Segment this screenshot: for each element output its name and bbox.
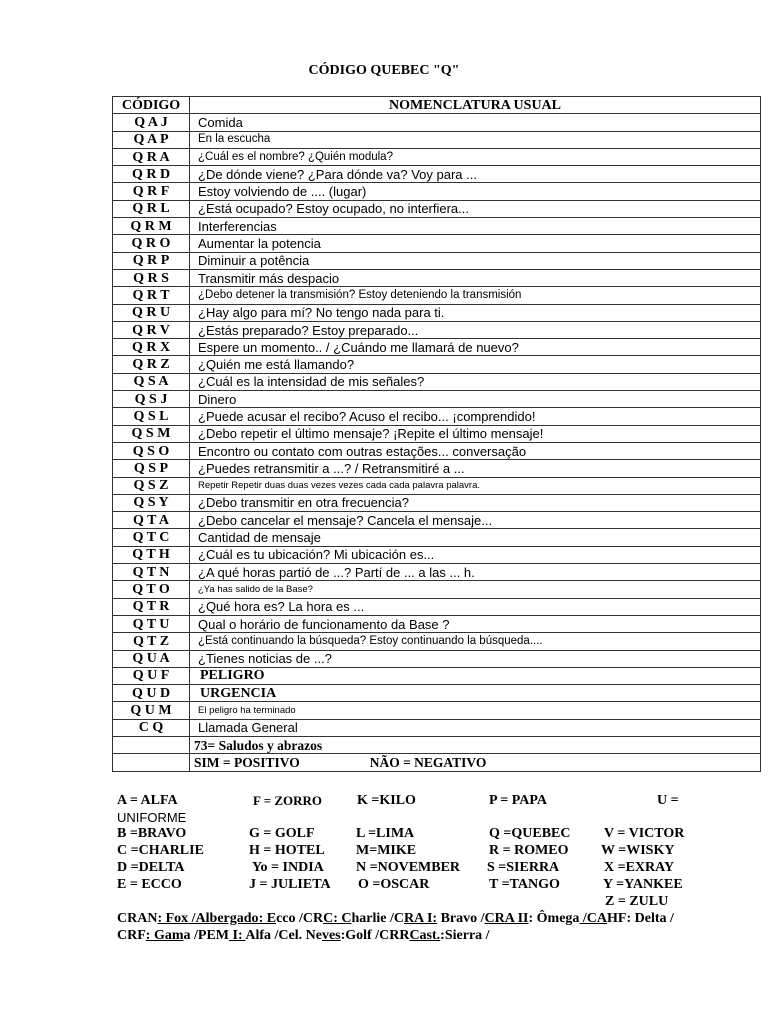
header-codigo: CÓDIGO	[113, 97, 190, 114]
alpha-u-uniforme: UNIFORME	[117, 810, 187, 825]
unit-seg: cco /CR	[276, 911, 324, 926]
alpha-s: S =SIERRA	[487, 860, 560, 875]
alpha-o: O =OSCAR	[358, 877, 430, 892]
table-header-row	[113, 97, 761, 114]
q-meaning-cell: ¿De dónde viene? ¿Para dónde va? Voy para ...	[190, 166, 761, 183]
alpha-m: M=MIKE	[356, 843, 417, 858]
unit-seg: HF: Delta /	[607, 911, 674, 926]
q-code-cell: Q R M	[113, 218, 190, 235]
q-meaning-cell: ¿Qué hora es? La hora es ...	[190, 598, 761, 615]
unit-seg: : E	[258, 911, 277, 926]
q-meaning-cell: ¿Está ocupado? Estoy ocupado, no interfiera...	[190, 200, 761, 217]
alpha-n: N =NOVEMBER	[356, 860, 461, 875]
table-row	[113, 736, 761, 753]
table-row	[113, 218, 761, 235]
q-meaning-cell: Qual o horário de funcionamento da Base ?	[190, 615, 761, 632]
unit-seg: ves	[321, 928, 341, 943]
q-meaning-cell: ¿Ya has salido de la Base?	[190, 581, 761, 598]
q-meaning-cell: El peligro ha terminado	[190, 702, 761, 719]
alpha-y: Y =YANKEE	[603, 877, 683, 892]
table-row	[113, 287, 761, 304]
alpha-t: T =TANGO	[489, 877, 560, 892]
q-code-cell: Q U M	[113, 702, 190, 719]
units-line-2	[117, 928, 490, 944]
q-meaning-cell: ¿Debo detener la transmisión? Estoy deteniendo la transmisión	[190, 287, 761, 304]
q-code-cell: Q S Z	[113, 477, 190, 494]
q-meaning-cell: ¿Quién me está llamando?	[190, 356, 761, 373]
alpha-h: H = HOTEL	[249, 843, 325, 858]
q-code-cell: Q S O	[113, 442, 190, 459]
table-row	[113, 702, 761, 719]
alpha-x: X =EXRAY	[604, 860, 675, 875]
q-meaning-cell: ¿Cuál es la intensidad de mis señales?	[190, 373, 761, 390]
q-meaning-cell: ¿A qué horas partió de ...? Partí de ... a las ... h.	[190, 564, 761, 581]
q-code-cell: Q A J	[113, 114, 190, 131]
unit-seg: a /PEM	[183, 928, 229, 943]
q-meaning-cell: Aumentar la potencia	[190, 235, 761, 252]
q-meaning-cell	[190, 754, 761, 771]
unit-seg: CRAN	[117, 911, 158, 926]
table-row	[113, 546, 761, 563]
table-row	[113, 200, 761, 217]
table-row	[113, 114, 761, 131]
table-row	[113, 304, 761, 321]
table-row	[113, 633, 761, 650]
table-row	[113, 321, 761, 338]
table-row	[113, 408, 761, 425]
q-meaning-cell: ¿Está continuando la búsqueda? Estoy continuando la búsqueda....	[190, 633, 761, 650]
unit-seg: /CA	[579, 911, 608, 926]
q-meaning-cell: ¿Debo cancelar el mensaje? Cancela el mensaje...	[190, 512, 761, 529]
q-code-cell: Q R A	[113, 148, 190, 165]
table-row	[113, 667, 761, 684]
alpha-l: L =LIMA	[356, 826, 415, 841]
q-meaning-cell: ¿Cuál es el nombre? ¿Quién modula?	[190, 148, 761, 165]
units-line-1	[117, 911, 674, 927]
q-code-cell: Q R P	[113, 252, 190, 269]
q-code-cell: Q S Y	[113, 494, 190, 511]
q-meaning-cell: ¿Estás preparado? Estoy preparado...	[190, 321, 761, 338]
alpha-w: W =WISKY	[601, 843, 675, 858]
q-meaning-cell: ¿Debo transmitir en otra frecuencia?	[190, 494, 761, 511]
alpha-j: J = JULIETA	[249, 877, 331, 892]
q-code-cell: Q R S	[113, 269, 190, 286]
table-row	[113, 581, 761, 598]
table-row	[113, 685, 761, 702]
q-code-cell: Q A P	[113, 131, 190, 148]
q-code-cell: Q T O	[113, 581, 190, 598]
alpha-p: P = PAPA	[489, 793, 548, 808]
unit-seg: CRF	[117, 928, 146, 943]
table-row	[113, 166, 761, 183]
unit-seg: :Golf /CRR	[340, 928, 410, 943]
q-code-cell: Q R T	[113, 287, 190, 304]
q-meaning-cell: ¿Tienes noticias de ...?	[190, 650, 761, 667]
q-meaning-cell: Dinero	[190, 391, 761, 408]
alpha-f: F = ZORRO	[253, 793, 323, 808]
q-code-cell: Q U A	[113, 650, 190, 667]
alpha-q: Q =QUEBEC	[489, 826, 571, 841]
q-meaning-cell: Llamada General	[190, 719, 761, 736]
table-row	[113, 391, 761, 408]
q-code-cell: Q S M	[113, 425, 190, 442]
q-meaning-cell: ¿Debo repetir el último mensaje? ¡Repite el último mensaje!	[190, 425, 761, 442]
alpha-g: G = GOLF	[249, 826, 315, 841]
q-code-cell: Q R D	[113, 166, 190, 183]
table-row	[113, 494, 761, 511]
q-code-cell: Q R F	[113, 183, 190, 200]
alpha-z: Z = ZULU	[605, 894, 669, 909]
q-code-cell: Q T N	[113, 564, 190, 581]
q-meaning-cell: ¿Puede acusar el recibo? Acuso el recibo... ¡comprendido!	[190, 408, 761, 425]
alpha-a: A = ALFA	[117, 793, 178, 808]
unit-seg: /Albergado	[188, 911, 259, 926]
q-code-cell: Q S L	[113, 408, 190, 425]
table-row	[113, 235, 761, 252]
alpha-e: E = ECCO	[117, 877, 182, 892]
table-row	[113, 564, 761, 581]
alpha-c: C =CHARLIE	[117, 843, 204, 858]
q-meaning-cell: ¿Cuál es tu ubicación? Mi ubicación es...	[190, 546, 761, 563]
q-code-cell: C Q	[113, 719, 190, 736]
page-title: CÓDIGO QUEBEC "Q"	[308, 63, 460, 78]
q-meaning-cell: Cantidad de mensaje	[190, 529, 761, 546]
q-code-cell: Q T R	[113, 598, 190, 615]
q-meaning-cell: PELIGRO	[190, 667, 761, 684]
q-code-cell: Q T H	[113, 546, 190, 563]
unit-seg: harlie /C	[351, 911, 404, 926]
table-row	[113, 131, 761, 148]
unit-seg: I:	[229, 928, 246, 943]
table-row	[113, 477, 761, 494]
alpha-i: Yo = INDIA	[252, 860, 324, 875]
negativo-label: NÃO = NEGATIVO	[369, 754, 487, 770]
unit-seg: : Fox	[157, 911, 189, 926]
table-row	[113, 615, 761, 632]
table-row	[113, 754, 761, 771]
table-row	[113, 356, 761, 373]
header-nomenclatura: NOMENCLATURA USUAL	[190, 97, 761, 114]
q-code-cell: Q S A	[113, 373, 190, 390]
q-code-cell: Q U D	[113, 685, 190, 702]
q-meaning-cell: ¿Puedes retransmitir a ...? / Retransmitiré a ...	[190, 460, 761, 477]
q-meaning-cell: Estoy volviendo de .... (lugar)	[190, 183, 761, 200]
table-row	[113, 339, 761, 356]
table-row	[113, 269, 761, 286]
q-code-cell: Q R Z	[113, 356, 190, 373]
alpha-u: U =	[657, 793, 679, 808]
q-code-cell	[113, 754, 190, 771]
unit-seg: Bravo /	[437, 911, 485, 926]
q-code-cell: Q T Z	[113, 633, 190, 650]
table-row	[113, 442, 761, 459]
unit-seg: :Sierra /	[440, 928, 490, 943]
q-code-cell: Q R O	[113, 235, 190, 252]
q-meaning-cell: URGENCIA	[190, 685, 761, 702]
unit-seg: C: C	[323, 911, 352, 926]
table-row	[113, 252, 761, 269]
table-row	[113, 425, 761, 442]
unit-seg: RA I:	[404, 911, 438, 926]
unit-seg: Cast.	[409, 928, 441, 943]
q-code-cell: Q S J	[113, 391, 190, 408]
table-row	[113, 719, 761, 736]
q-code-table	[112, 96, 761, 772]
q-meaning-cell: Encontro ou contato com outras estações... conversação	[190, 442, 761, 459]
table-row	[113, 373, 761, 390]
q-code-cell: Q R V	[113, 321, 190, 338]
q-code-cell: Q T A	[113, 512, 190, 529]
q-meaning-cell: Diminuir a potência	[190, 252, 761, 269]
positivo-label: SIM = POSITIVO	[194, 754, 300, 770]
q-meaning-cell: Espere un momento.. / ¿Cuándo me llamará de nuevo?	[190, 339, 761, 356]
q-meaning-cell: Comida	[190, 114, 761, 131]
table-row	[113, 529, 761, 546]
unit-seg: : Gam	[145, 928, 184, 943]
q-code-cell: Q R X	[113, 339, 190, 356]
q-meaning-cell: 73= Saludos y abrazos	[190, 736, 761, 753]
alpha-v: V = VICTOR	[604, 826, 685, 841]
q-code-cell: Q R L	[113, 200, 190, 217]
table-row	[113, 460, 761, 477]
unit-seg: Alfa /Cel. Ne	[245, 928, 322, 943]
q-meaning-cell: Interferencias	[190, 218, 761, 235]
q-code-cell: Q T U	[113, 615, 190, 632]
alpha-b: B =BRAVO	[117, 826, 187, 841]
q-code-cell: Q S P	[113, 460, 190, 477]
table-row	[113, 512, 761, 529]
q-code-cell: Q R U	[113, 304, 190, 321]
q-code-cell	[113, 736, 190, 753]
alpha-k: K =KILO	[357, 793, 416, 808]
q-code-cell: Q U F	[113, 667, 190, 684]
q-meaning-cell: En la escucha	[190, 131, 761, 148]
q-meaning-cell: ¿Hay algo para mí? No tengo nada para ti.	[190, 304, 761, 321]
table-row	[113, 183, 761, 200]
table-row	[113, 148, 761, 165]
table-row	[113, 650, 761, 667]
q-meaning-cell: Repetir Repetir duas duas vezes vezes cada cada palavra palavra.	[190, 477, 761, 494]
unit-seg: CRA II	[484, 911, 529, 926]
table-row	[113, 598, 761, 615]
q-code-cell: Q T C	[113, 529, 190, 546]
alpha-d: D =DELTA	[117, 860, 185, 875]
q-meaning-cell: Transmitir más despacio	[190, 269, 761, 286]
alpha-r: R = ROMEO	[489, 843, 569, 858]
unit-seg: : Ômega	[528, 911, 580, 926]
